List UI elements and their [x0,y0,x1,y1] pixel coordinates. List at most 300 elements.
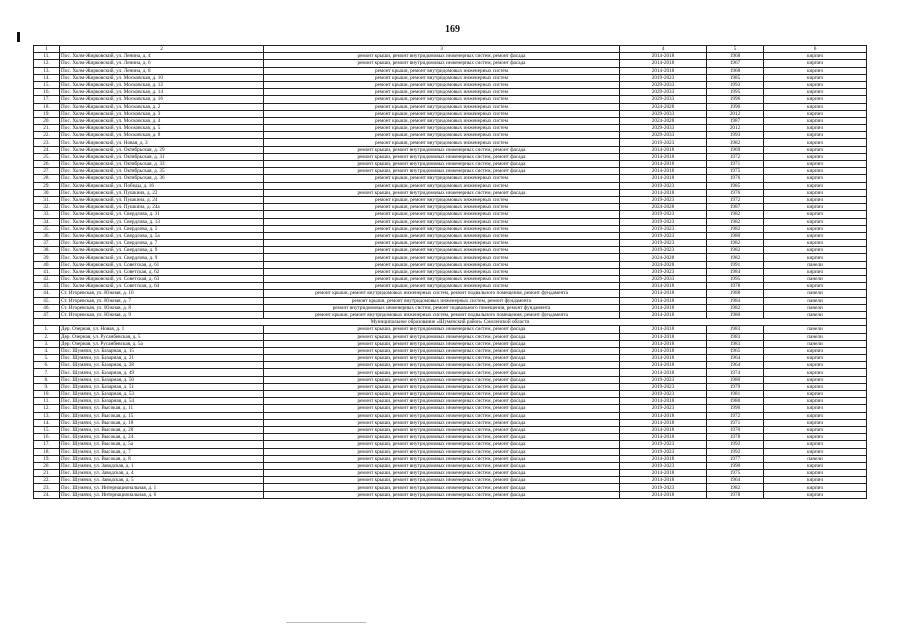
table-row [34,240,867,247]
wall-material-cell: кирпич [764,283,867,290]
work-types-cell: ремонт крыши, ремонт внутридомовых инженерных систем [264,125,620,132]
build-year-cell: 1976 [707,189,764,196]
work-types-cell: ремонт крыши, ремонт внутридомовых инженерных систем, ремонт фасада [264,355,620,362]
work-types-cell: ремонт крыши, ремонт внутридомовых инженерных систем, ремонт фасада [264,391,620,398]
period-cell: 2014-2018 [620,491,707,498]
row-number-cell: 2. [34,333,60,340]
work-types-cell: ремонт крыши, ремонт внутридомовых инженерных систем, ремонт подвального помещения, ремонт фундамента [264,290,620,297]
row-number-cell: 3. [34,340,60,347]
wall-material-cell: кирпич [764,196,867,203]
table-row [34,419,867,426]
wall-material-cell: кирпич [764,218,867,225]
period-cell: 2019-2023 [620,441,707,448]
row-number-cell: 11. [34,53,60,60]
row-number-cell: 25. [34,153,60,160]
address-cell: Пос. Холм-Жирковский, ул. Ленина, д. 6 [60,60,264,67]
build-year-cell: 1983 [707,333,764,340]
period-cell: 2014-2018 [620,477,707,484]
address-cell: Ст. Игоревская, ул. Южная, д. 9 [60,311,264,318]
period-cell: 2014-2018 [620,168,707,175]
build-year-cell: 1988 [707,290,764,297]
row-number-cell: 47. [34,311,60,318]
table-row [34,398,867,405]
page-number: 169 [445,24,460,35]
build-year-cell: 1987 [707,204,764,211]
wall-material-cell: кирпич [764,60,867,67]
build-year-cell: 1978 [707,283,764,290]
section-header-row [34,319,867,326]
table-row [34,89,867,96]
build-year-cell: 1980 [707,311,764,318]
wall-material-cell: кирпич [764,441,867,448]
address-cell: Пос. Шумячи, ул. Заводская, д. 1 [60,462,264,469]
address-cell: Пос. Холм-Жирковский, ул. Советская, д. 62 [60,268,264,275]
period-cell: 2019-2023 [620,211,707,218]
build-year-cell: 1980 [707,398,764,405]
row-number-cell: 42. [34,276,60,283]
wall-material-cell: кирпич [764,96,867,103]
address-cell: Пос. Холм-Жирковский, ул. Победы, д. 16 [60,182,264,189]
build-year-cell: 1968 [707,67,764,74]
work-types-cell: ремонт крыши, ремонт внутридомовых инженерных систем [264,204,620,211]
address-cell: Пос. Холм-Жирковский, ул. Московская, д. 5 [60,125,264,132]
table-row [34,168,867,175]
address-cell: Пос. Холм-Жирковский, ул. Советская, д. 61 [60,261,264,268]
table-row [34,175,867,182]
wall-material-cell: кирпич [764,117,867,124]
work-types-cell: ремонт крыши, ремонт внутридомовых инженерных систем, ремонт фасада [264,434,620,441]
period-cell: 2024-2028 [620,103,707,110]
row-number-cell: 38. [34,247,60,254]
row-number-cell: 45. [34,297,60,304]
work-types-cell: ремонт крыши, ремонт внутридомовых инженерных систем [264,261,620,268]
table-row [34,96,867,103]
row-number-cell: 5. [34,355,60,362]
address-cell: Пос. Холм-Жирковский, ул. Свердлова, д. 5 [60,225,264,232]
period-cell: 2014-2018 [620,326,707,333]
work-types-cell: ремонт крыши, ремонт внутридомовых инженерных систем, ремонт фасада [264,477,620,484]
address-cell: Дер. Озерная, ул. Русанбевская, д. 5 [60,333,264,340]
period-cell: 2029-2033 [620,81,707,88]
build-year-cell: 1990 [707,462,764,469]
address-cell: Пос. Шумячи, ул. Высокая, д. 11 [60,405,264,412]
table-row [34,117,867,124]
table-row [34,103,867,110]
address-cell: Пос. Холм-Жирковский, ул. Пушкина, д. 24 [60,196,264,203]
wall-material-cell: кирпич [764,405,867,412]
work-types-cell: ремонт крыши, ремонт внутридомовых инженерных систем [264,276,620,283]
period-cell: 2019-2023 [620,139,707,146]
table-row [34,247,867,254]
address-cell: Пос. Холм-Жирковский, ул. Московская, д. 8 [60,132,264,139]
column-header: 4 [620,46,707,53]
address-cell: Пос. Холм-Жирковский, ул. Московская, д. 10 [60,74,264,81]
work-types-cell: ремонт крыши, ремонт внутридомовых инженерных систем [264,139,620,146]
work-types-cell: ремонт крыши, ремонт внутридомовых инженерных систем [264,74,620,81]
build-year-cell: 1972 [707,196,764,203]
period-cell: 2014-2018 [620,283,707,290]
build-year-cell: 1971 [707,419,764,426]
row-number-cell: 9. [34,383,60,390]
table-row [34,153,867,160]
build-year-cell: 1978 [707,434,764,441]
work-types-cell: ремонт внутридомовых инженерных систем, ремонт подвального помещения, ремонт фундамента [264,304,620,311]
row-number-cell: 8. [34,376,60,383]
work-types-cell: ремонт крыши, ремонт внутридомовых инженерных систем, ремонт фасада [264,462,620,469]
build-year-cell: 1972 [707,153,764,160]
period-cell: 2019-2023 [620,484,707,491]
build-year-cell: 1968 [707,53,764,60]
address-cell: Пос. Холм-Жирковский, ул. Октябрьская, д. 36 [60,175,264,182]
column-header: 6 [764,46,867,53]
work-types-cell: ремонт крыши, ремонт внутридомовых инженерных систем, ремонт фасада [264,491,620,498]
address-cell: Пос. Холм-Жирковский, ул. Октябрьская, д. 29 [60,146,264,153]
table-row [34,491,867,498]
address-cell: Пос. Шумячи, ул. Базарная, д. 53 [60,391,264,398]
address-cell: Пос. Холм-Жирковский, ул. Советская, д. 64 [60,283,264,290]
work-types-cell: ремонт крыши, ремонт внутридомовых инженерных систем, ремонт фасада [264,340,620,347]
period-cell: 2014-2018 [620,355,707,362]
row-number-cell: 12. [34,60,60,67]
build-year-cell: 1990 [707,103,764,110]
address-cell: Пос. Шумячи, ул. Базарная, д. 15 [60,347,264,354]
period-cell: 2019-2023 [620,232,707,239]
period-cell: 2024-2028 [620,204,707,211]
work-types-cell: ремонт крыши, ремонт внутридомовых инженерных систем [264,240,620,247]
work-types-cell: ремонт крыши, ремонт внутридомовых инженерных систем, ремонт фасада [264,146,620,153]
table-row [34,132,867,139]
build-year-cell: 1982 [707,139,764,146]
period-cell: 2014-2018 [620,412,707,419]
row-number-cell: 35. [34,225,60,232]
row-number-cell: 18. [34,103,60,110]
wall-material-cell: панели [764,333,867,340]
row-number-cell: 32. [34,204,60,211]
work-types-cell: ремонт крыши, ремонт внутридомовых инженерных систем [264,247,620,254]
address-cell: Пос. Холм-Жирковский, ул. Свердлова, д. 9 [60,254,264,261]
work-types-cell: ремонт крыши, ремонт внутридомовых инженерных систем [264,218,620,225]
work-types-cell: ремонт крыши, ремонт внутридомовых инженерных систем, ремонт фасада [264,333,620,340]
address-cell: Пос. Шумячи, ул. Базарная, д. 50 [60,376,264,383]
period-cell: 2014-2018 [620,347,707,354]
table-row [34,376,867,383]
period-cell: 2014-2018 [620,398,707,405]
row-number-cell: 43. [34,283,60,290]
table-row [34,462,867,469]
period-cell: 2014-2018 [620,60,707,67]
wall-material-cell: кирпич [764,362,867,369]
row-number-cell: 13. [34,412,60,419]
table-row [34,196,867,203]
section-title: Муниципальное образование «Шумячский район» Смоленской области [34,319,867,326]
address-cell: Пос. Холм-Жирковский, ул. Свердлова, д. 9 [60,247,264,254]
address-cell: Пос. Шумячи, ул. Высокая, д. 5а [60,441,264,448]
wall-material-cell: панели [764,290,867,297]
wall-material-cell: кирпич [764,477,867,484]
row-number-cell: 39. [34,254,60,261]
period-cell: 2019-2023 [620,376,707,383]
work-types-cell: ремонт крыши, ремонт внутридомовых инженерных систем [264,232,620,239]
table-row [34,347,867,354]
build-year-cell: 1980 [707,232,764,239]
build-year-cell: 1982 [707,225,764,232]
address-cell: Пос. Холм-Жирковский, ул. Московская, д. 12 [60,81,264,88]
build-year-cell: 1979 [707,383,764,390]
row-number-cell: 29. [34,182,60,189]
address-cell: Пос. Холм-Жирковский, ул. Ленина, д. 4 [60,53,264,60]
period-cell: 2014-2018 [620,175,707,182]
table-row [34,391,867,398]
work-types-cell: ремонт крыши, ремонт внутридомовых инженерных систем [264,283,620,290]
build-year-cell: 1974 [707,369,764,376]
row-number-cell: 1. [34,326,60,333]
row-number-cell: 21. [34,470,60,477]
wall-material-cell: кирпич [764,434,867,441]
wall-material-cell: кирпич [764,204,867,211]
build-year-cell: 1967 [707,60,764,67]
row-number-cell: 15. [34,81,60,88]
wall-material-cell: кирпич [764,225,867,232]
wall-material-cell: кирпич [764,168,867,175]
address-cell: Пос. Шумячи, ул. Базарная, д. 28 [60,362,264,369]
address-cell: Пос. Шумячи, ул. Заводская, д. 4 [60,470,264,477]
wall-material-cell: панели [764,297,867,304]
row-number-cell: 31. [34,196,60,203]
build-year-cell: 1987 [707,117,764,124]
row-number-cell: 16. [34,89,60,96]
period-cell: 2029-2033 [620,89,707,96]
build-year-cell: 1970 [707,426,764,433]
build-year-cell: 1969 [707,146,764,153]
table-row [34,261,867,268]
column-header: 5 [707,46,764,53]
wall-material-cell: кирпич [764,103,867,110]
wall-material-cell: кирпич [764,175,867,182]
work-types-cell: ремонт крыши, ремонт внутридомовых инженерных систем [264,268,620,275]
build-year-cell: 1990 [707,405,764,412]
period-cell: 2019-2023 [620,218,707,225]
build-year-cell: 1982 [707,304,764,311]
wall-material-cell: кирпич [764,125,867,132]
wall-material-cell: панели [764,340,867,347]
row-number-cell: 12. [34,405,60,412]
table-row [34,276,867,283]
table-row [34,333,867,340]
table-row [34,455,867,462]
table-row [34,53,867,60]
build-year-cell: 1982 [707,247,764,254]
period-cell: 2014-2018 [620,161,707,168]
row-number-cell: 37. [34,240,60,247]
table-row [34,211,867,218]
work-types-cell: ремонт крыши, ремонт внутридомовых инженерных систем, ремонт фасада [264,441,620,448]
period-cell: 2019-2023 [620,448,707,455]
table-row [34,60,867,67]
build-year-cell: 1985 [707,182,764,189]
period-cell: 2014-2018 [620,470,707,477]
wall-material-cell: панели [764,455,867,462]
work-types-cell: ремонт крыши, ремонт внутридомовых инженерных систем, ремонт фасада [264,53,620,60]
build-year-cell: 1972 [707,412,764,419]
work-types-cell: ремонт крыши, ремонт внутридомовых инженерных систем [264,89,620,96]
period-cell: 2019-2023 [620,268,707,275]
build-year-cell: 1982 [707,254,764,261]
wall-material-cell: кирпич [764,369,867,376]
period-cell: 2024-2028 [620,261,707,268]
address-cell: Пос. Холм-Жирковский, ул. Октябрьская, д. 31 [60,153,264,160]
address-cell: Пос. Холм-Жирковский, ул. Пушкина, д. 22 [60,189,264,196]
row-number-cell: 20. [34,462,60,469]
build-year-cell: 1975 [707,168,764,175]
table-row [34,311,867,318]
address-cell: Пос. Холм-Жирковский, ул. Московская, д. 4 [60,117,264,124]
build-year-cell: 1995 [707,89,764,96]
wall-material-cell: кирпич [764,74,867,81]
build-year-cell: 1981 [707,391,764,398]
table-row [34,146,867,153]
wall-material-cell: кирпич [764,89,867,96]
wall-material-cell: кирпич [764,462,867,469]
build-year-cell: 1964 [707,362,764,369]
period-cell: 2014-2018 [620,369,707,376]
work-types-cell: ремонт крыши, ремонт внутридомовых инженерных систем, ремонт фасада [264,60,620,67]
build-year-cell: 1971 [707,161,764,168]
work-types-cell: ремонт крыши, ремонт внутридомовых инженерных систем, ремонт фасада [264,383,620,390]
build-year-cell: 1983 [707,340,764,347]
period-cell: 2019-2023 [620,405,707,412]
wall-material-cell: кирпич [764,247,867,254]
period-cell: 2019-2023 [620,240,707,247]
period-cell: 2014-2018 [620,434,707,441]
table-row [34,434,867,441]
column-number-header-row [34,46,867,53]
table-row [34,369,867,376]
build-year-cell: 1991 [707,261,764,268]
table-row [34,290,867,297]
row-number-cell: 17. [34,96,60,103]
period-cell: 2019-2023 [620,225,707,232]
wall-material-cell: кирпич [764,419,867,426]
work-types-cell: ремонт крыши, ремонт внутридомовых инженерных систем [264,103,620,110]
table-row [34,283,867,290]
period-cell: 2029-2033 [620,132,707,139]
table-row [34,340,867,347]
row-number-cell: 19. [34,455,60,462]
work-types-cell: ремонт крыши, ремонт внутридомовых инженерных систем [264,132,620,139]
scan-artifact-line [286,622,366,623]
table-row [34,189,867,196]
address-cell: Пос. Шумячи, ул. Высокая, д. 18 [60,419,264,426]
row-number-cell: 30. [34,189,60,196]
row-number-cell: 46. [34,304,60,311]
period-cell: 2029-2033 [620,110,707,117]
period-cell: 2024-2028 [620,254,707,261]
wall-material-cell: кирпич [764,240,867,247]
row-number-cell: 14. [34,74,60,81]
row-number-cell: 10. [34,391,60,398]
period-cell: 2014-2018 [620,146,707,153]
table-row [34,326,867,333]
period-cell: 2019-2023 [620,462,707,469]
build-year-cell: 1980 [707,376,764,383]
address-cell: Пос. Шумячи, ул. Высокая, д. 8 [60,455,264,462]
wall-material-cell: кирпич [764,412,867,419]
section-group [34,319,867,326]
row-number-cell: 23. [34,484,60,491]
table-row [34,161,867,168]
work-types-cell: ремонт крыши, ремонт внутридомовых инженерных систем, ремонт фасада [264,455,620,462]
period-cell: 2014-2018 [620,189,707,196]
table-row [34,426,867,433]
table-row [34,304,867,311]
address-cell: Пос. Шумячи, ул. Высокая, д. 15 [60,412,264,419]
work-types-cell: ремонт крыши, ремонт внутридомовых инженерных систем, ремонт фасада [264,484,620,491]
table-row [34,225,867,232]
work-types-cell: ремонт крыши, ремонт внутридомовых инженерных систем, ремонт фасада [264,369,620,376]
row-number-cell: 33. [34,211,60,218]
wall-material-cell: панели [764,261,867,268]
build-year-cell: 2012 [707,125,764,132]
wall-material-cell: кирпич [764,182,867,189]
build-year-cell: 1982 [707,484,764,491]
period-cell: 2019-2023 [620,247,707,254]
table-row [34,254,867,261]
column-header: 1 [34,46,60,53]
build-year-cell: 1982 [707,240,764,247]
address-cell: Пос. Холм-Жирковский, ул. Новая, д. 3 [60,139,264,146]
address-cell: Пос. Холм-Жирковский, ул. Ленина, д. 8 [60,67,264,74]
table-row [34,139,867,146]
table-row [34,362,867,369]
build-year-cell: 1992 [707,441,764,448]
work-types-cell: ремонт крыши, ремонт внутридомовых инженерных систем, ремонт фасада [264,426,620,433]
address-cell: Пос. Шумячи, ул. Базарная, д. 49 [60,369,264,376]
table-row [34,412,867,419]
work-types-cell: ремонт крыши, ремонт внутридомовых инженерных систем, ремонт фасада [264,153,620,160]
work-types-cell: ремонт крыши, ремонт внутридомовых инженерных систем [264,254,620,261]
row-number-cell: 16. [34,434,60,441]
wall-material-cell: кирпич [764,211,867,218]
work-types-cell: ремонт крыши, ремонт внутридомовых инженерных систем, ремонт фасада [264,326,620,333]
build-year-cell: 1975 [707,470,764,477]
housing-register-table [33,45,867,499]
address-cell: Пос. Шумячи, ул. Базарная, д. 21 [60,355,264,362]
wall-material-cell: кирпич [764,268,867,275]
wall-material-cell: кирпич [764,398,867,405]
period-cell: 2014-2018 [620,362,707,369]
row-number-cell: 6. [34,362,60,369]
row-number-cell: 24. [34,491,60,498]
work-types-cell: ремонт крыши, ремонт внутридомовых инженерных систем, ремонт фасада [264,347,620,354]
table-row [34,405,867,412]
row-number-cell: 15. [34,426,60,433]
address-cell: Пос. Холм-Жирковский, ул. Московская, д. 14 [60,89,264,96]
row-number-cell: 34. [34,218,60,225]
address-cell: Пос. Шумячи, ул. Базарная, д. 51 [60,383,264,390]
build-year-cell: 1978 [707,491,764,498]
build-year-cell: 1983 [707,326,764,333]
work-types-cell: ремонт крыши, ремонт внутридомовых инженерных систем, ремонт фасада [264,412,620,419]
work-types-cell: ремонт крыши, ремонт внутридомовых инженерных систем, ремонт фасада [264,168,620,175]
work-types-cell: ремонт крыши, ремонт внутридомовых инженерных систем, ремонт фасада [264,362,620,369]
column-header: 3 [264,46,620,53]
work-types-cell: ремонт крыши, ремонт внутридомовых инженерных систем, ремонт фасада [264,470,620,477]
build-year-cell: 1992 [707,448,764,455]
wall-material-cell: кирпич [764,448,867,455]
address-cell: Пос. Холм-Жирковский, ул. Свердлова, д. 5а [60,232,264,239]
table-row [34,218,867,225]
row-number-cell: 22. [34,477,60,484]
